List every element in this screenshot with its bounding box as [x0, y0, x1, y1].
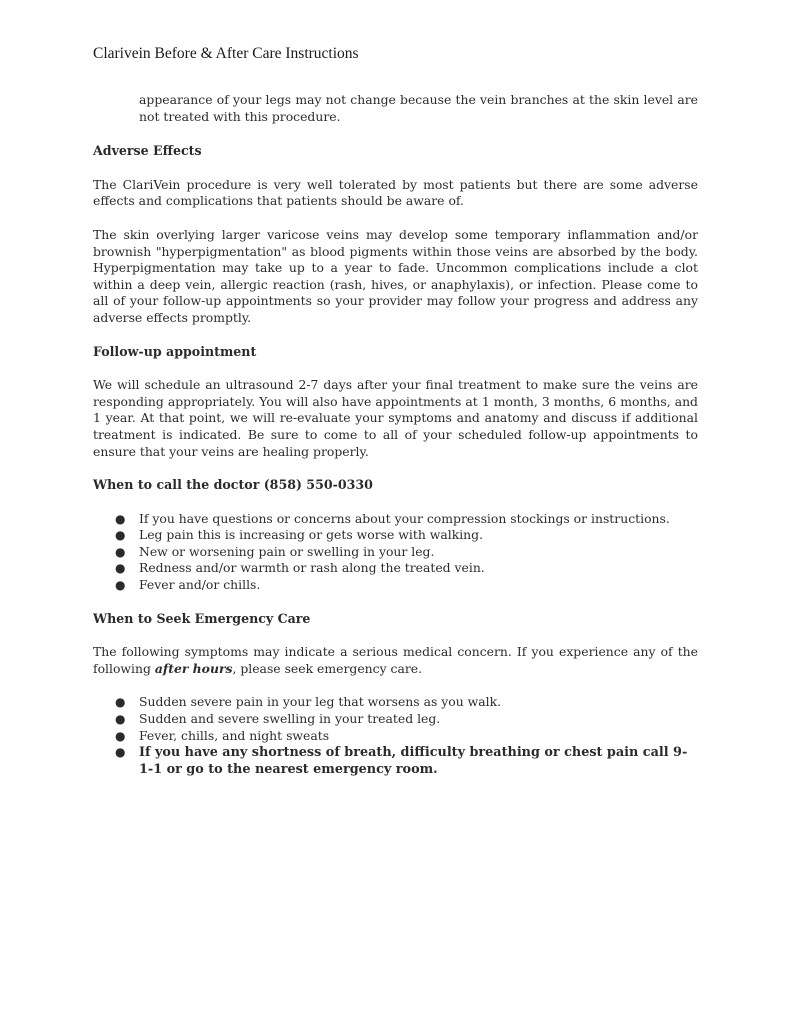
list-item	[93, 527, 698, 544]
bullet-icon: ●	[115, 511, 126, 526]
emergency-section	[93, 611, 698, 779]
bullet-icon: ●	[115, 745, 126, 760]
list-item	[93, 511, 698, 528]
list-item-text: Leg pain this is increasing or gets worse with walking.	[139, 527, 484, 543]
bullet-icon: ●	[115, 695, 126, 710]
emergency-intro-end: , please seek emergency care.	[232, 660, 423, 676]
bullet-icon: ●	[115, 561, 126, 576]
list-item-text: New or worsening pain or swelling in your leg.	[139, 543, 435, 559]
bullet-icon: ●	[115, 728, 126, 743]
list-item-text: Sudden and severe swelling in your treated leg.	[139, 711, 441, 727]
follow-up-paragraph: We will schedule an ultrasound 2-7 days after your final treatment to make sure the veins are responding appropriately. You will also have appointments at 1 month, 3 months, 6 months, and 1 year. At that point, we will re-evaluate your symptoms and anatomy and discuss if additional treatment is indicated. Be sure to come to all of your scheduled follow-up appointments to ensure that your veins are healing properly.	[93, 377, 698, 459]
call-doctor-section	[93, 477, 698, 594]
bullet-icon: ●	[115, 578, 126, 593]
call-doctor-heading: When to call the doctor (858) 550-0330	[93, 477, 373, 493]
emergency-list	[93, 694, 698, 778]
adverse-effects-intro: The ClariVein procedure is very well tolerated by most patients but there are some adverse effects and complications that patients should be aware of.	[93, 176, 698, 209]
bullet-icon: ●	[115, 528, 126, 543]
list-item	[93, 711, 698, 728]
list-item	[93, 544, 698, 561]
list-item-text: If you have any shortness of breath, difficulty breathing or chest pain call 9-1-1 or go to the nearest emergency room.	[139, 745, 688, 778]
bullet-icon: ●	[115, 712, 126, 727]
adverse-effects-details: The skin overlying larger varicose veins may develop some temporary inflammation and/or brownish "hyperpigmentation" as blood pigments within those veins are absorbed by the body. Hyperpigmentation may take up to a year to fade. Uncommon complications include a clot within a deep vein, allergic reaction (rash, hives, or anaphylaxis), or infection. Please come to all of your follow-up appointments so your provider may follow your progress and address any adverse effects promptly.	[93, 226, 698, 325]
list-item-text: If you have questions or concerns about your compression stockings or instructions.	[139, 510, 670, 526]
emergency-intro	[93, 644, 698, 677]
list-item-text: Redness and/or warmth or rash along the treated vein.	[139, 560, 485, 576]
list-item	[93, 577, 698, 594]
adverse-effects-section	[93, 143, 698, 326]
list-item	[93, 560, 698, 577]
document-body	[93, 92, 698, 795]
continuation-paragraph: appearance of your legs may not change because the vein branches at the skin level are not treated with this procedure.	[139, 92, 698, 124]
emergency-intro-text: The following symptoms may indicate a serious medical concern. If you experience any of the following	[93, 644, 698, 676]
follow-up-heading: Follow-up appointment	[93, 343, 257, 359]
emergency-heading: When to Seek Emergency Care	[93, 610, 311, 626]
follow-up-section	[93, 344, 698, 461]
document-header: Clarivein Before & After Care Instructions	[93, 45, 359, 62]
after-hours-emphasis: after hours	[154, 660, 233, 676]
emergency-call-911-item	[93, 744, 698, 778]
list-item-text: Fever and/or chills.	[139, 577, 261, 593]
adverse-effects-heading: Adverse Effects	[93, 143, 202, 159]
list-item-text: Sudden severe pain in your leg that worsens as you walk.	[139, 694, 502, 710]
bullet-icon: ●	[115, 544, 126, 559]
list-item	[93, 728, 698, 745]
call-doctor-list	[93, 511, 698, 594]
list-item-text: Fever, chills, and night sweats	[139, 727, 330, 743]
list-item	[93, 694, 698, 711]
